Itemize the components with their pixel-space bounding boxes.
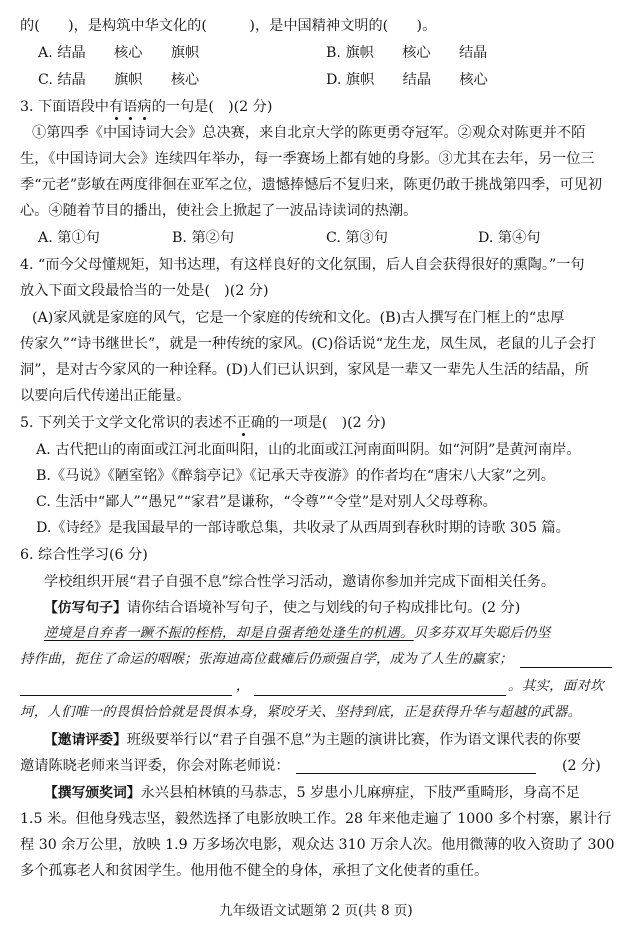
q6-task3-line: 程 30 余万公里，放映 1.9 万多场次电影，观众达 310 万余人次。他用微薄的收入资助了 300 xyxy=(20,837,615,853)
q6-passage-line: 。其实，面对坎 xyxy=(508,679,604,694)
q3-option-a[interactable]: A. 第①句 xyxy=(38,230,100,246)
q6-task3-line: 1.5 米。但他身残志坚，毅然选择了电影放映工作。28 年来他走遍了 1000 多个村寨，累计行 xyxy=(20,811,612,827)
q5-option-d[interactable]: D.《诗经》是我国最早的一部诗歌总集，共收录了从西周到春秋时期的诗歌 305 篇。 xyxy=(36,520,570,536)
q2-option-b[interactable]: B. 旗帜 核心 结晶 xyxy=(326,45,488,61)
q2-stem-continuation: 的( )，是构筑中华文化的( )，是中国精神文明的( )。 xyxy=(20,18,437,34)
q6-task1 xyxy=(44,598,520,618)
q3-stem-part: 的一句是( )(2 分) xyxy=(151,99,273,115)
q5-option-c[interactable]: C. 生活中“鄙人”“愚兄”“家君”是谦称，“令尊”“令堂”是对别人父母尊称。 xyxy=(36,494,497,510)
page-footer: 九年级语文试题第 2 页(共 8 页) xyxy=(219,903,413,919)
q4-passage-line: (A)家风就是家庭的风气，它是一个家庭的传统和文化。(B)古人撰写在门框上的“忠厚 xyxy=(32,310,565,326)
q6-passage-line: 持作曲，扼住了命运的咽喉；张海迪高位截瘫后仍顽强自学，成为了人生的赢家； xyxy=(20,652,513,667)
q5-stem xyxy=(20,413,386,433)
q4-stem: 放入下面文段最恰当的一处是( )(2 分) xyxy=(20,283,269,299)
q6-passage-line xyxy=(44,624,551,644)
q4-passage-line: 传家久”“诗书继世长”，就是一种传统的家风。(C)俗话说“龙生龙，凤生凤，老鼠的儿子会打 xyxy=(20,336,596,352)
q2-option-c[interactable]: C. 结晶 旗帜 核心 xyxy=(38,72,200,88)
q6-title: 6. 综合性学习(6 分) xyxy=(20,547,148,563)
q6-task3-line: 多个孤寡老人和贫困学生。他用他不健全的身体，承担了文化使者的重任。 xyxy=(20,863,489,879)
task2-label: 【邀请评委】 xyxy=(44,732,127,748)
underlined-model-sentence: 逆境是自弃者一蹶不振的桎梏，却是自强者绝处逢生的机遇。 xyxy=(44,626,414,641)
passage-text: 贝多芬双耳失聪后仍坚 xyxy=(413,626,551,641)
q4-passage-line: 洞”，是对古今家风的一种诠释。(D)人们已认识到，家风是一辈又一辈先人生活的结晶，所 xyxy=(20,362,589,378)
q5-emphasis: 不正确 xyxy=(222,415,266,431)
task2-text: 班级要举行以“君子自强不息”为主题的演讲比赛，作为语文课代表的你要 xyxy=(126,732,582,748)
q6-intro: 学校组织开展“君子自强不息”综合性学习活动，邀请你参加并完成下面相关任务。 xyxy=(44,574,556,590)
q3-passage-line: 生，《中国诗词大会》连续四年举办，每一季赛场上都有她的身影。③尤其在去年，另一位三 xyxy=(20,151,595,167)
q6-task2 xyxy=(44,730,581,750)
q6-passage-line: 坷，人们唯一的畏惧恰恰就是畏惧本身，紧咬牙关、坚持到底，正是获得升华与超越的武器。 xyxy=(20,705,582,720)
q5-option-b[interactable]: B.《马说》《陋室铭》《醉翁亭记》《记承天寺夜游》的作者均在“唐宋八大家”之列。 xyxy=(36,468,555,484)
q3-emphasis: 有语病 xyxy=(108,99,152,115)
task2-score: (2 分) xyxy=(562,758,601,774)
q3-option-b[interactable]: B. 第②句 xyxy=(172,230,235,246)
q3-option-c[interactable]: C. 第③句 xyxy=(326,230,388,246)
task1-label: 【仿写句子】 xyxy=(44,600,127,616)
q2-option-d[interactable]: D. 旗帜 结晶 核心 xyxy=(326,72,488,88)
task3-label: 【撰写颁奖词】 xyxy=(44,785,141,801)
q5-stem-part: 5. 下列关于文学文化常识的表述 xyxy=(20,415,223,431)
q3-passage-line: 季“元老”彭敏在两度徘徊在亚军之位，遗憾捧憾后不复归来，陈更仍敢于挑战第四季，可见初 xyxy=(20,177,603,193)
answer-blank-line[interactable] xyxy=(20,695,232,696)
q3-passage-line: ①第四季《中国诗词大会》总决赛，来自北京大学的陈更勇夺冠军。②观众对陈更并不陌 xyxy=(32,125,586,141)
task1-text: 请你结合语境补写句子，使之与划线的句子构成排比句。(2 分) xyxy=(126,600,521,616)
answer-blank-line[interactable] xyxy=(520,667,612,668)
q5-option-a[interactable]: A. 古代把山的南面或江河北面叫阳，山的北面或江河南面叫阴。如“河阴”是黄河南岸。 xyxy=(36,442,581,458)
q3-option-d[interactable]: D. 第④句 xyxy=(478,230,541,246)
q3-stem-part: 3. 下面语段中 xyxy=(20,99,109,115)
q6-task2-line: 邀请陈晓老师来当评委，你会对陈老师说： xyxy=(20,758,290,774)
q4-stem: 4. “而今父母懂规矩，知书达理，有这样良好的文化氛围，后人自会获得很好的熏陶。”一句 xyxy=(20,257,585,273)
task3-text: 永兴县柏林镇的马恭志，5 岁患小儿麻痹症，下肢严重畸形，身高不足 xyxy=(140,785,580,801)
q5-stem-part: 的一项是( )(2 分) xyxy=(265,415,386,431)
q3-stem xyxy=(20,97,272,117)
q4-passage-line: 以要向后代传递出正能量。 xyxy=(20,388,191,404)
answer-blank-line[interactable] xyxy=(296,773,536,774)
q6-task3 xyxy=(44,783,580,803)
q3-passage-line: 心。④随着节目的播出，使社会上掀起了一波品诗读词的热潮。 xyxy=(20,203,418,219)
comma-separator: ， xyxy=(236,679,250,694)
q2-option-a[interactable]: A. 结晶 核心 旗帜 xyxy=(38,45,200,61)
answer-blank-line[interactable] xyxy=(254,695,506,696)
